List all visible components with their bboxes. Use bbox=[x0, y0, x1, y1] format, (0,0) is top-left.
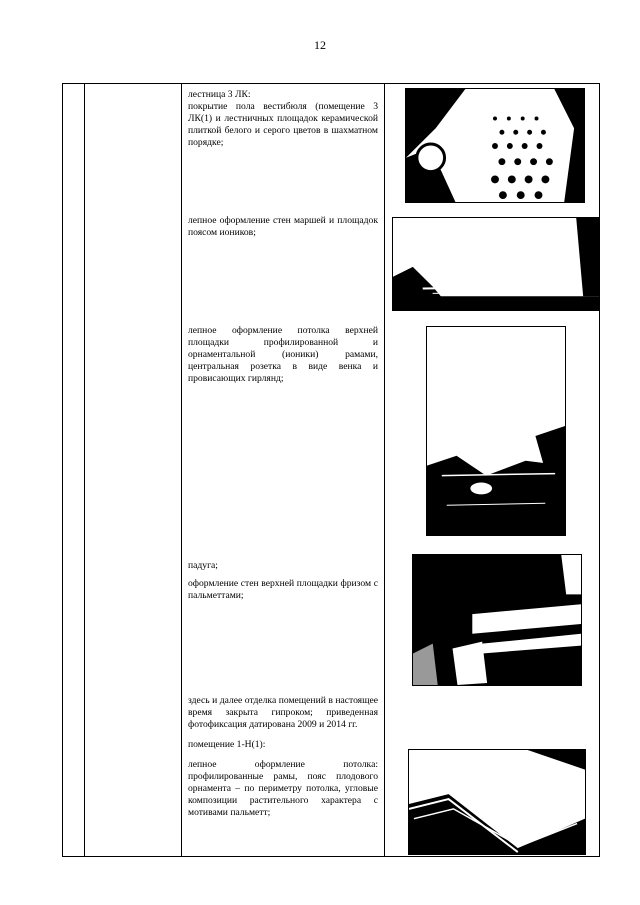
photo-checkered-floor bbox=[405, 88, 585, 203]
row-text-2 bbox=[188, 215, 378, 239]
text-line: лестница 3 ЛК: bbox=[188, 89, 251, 100]
photo-palmette-frieze bbox=[412, 554, 582, 686]
column-divider bbox=[84, 84, 85, 856]
text-line: лепное оформление потолка: профилированные рамы, пояс плодового орнамента – по периметру потолка, угловые композиции растительного характера с мотивами пальметт; bbox=[188, 759, 378, 818]
row-text-4 bbox=[188, 560, 378, 602]
row-text-5 bbox=[188, 695, 378, 819]
row-text-3 bbox=[188, 325, 378, 385]
photo-wall-molding bbox=[392, 217, 600, 311]
text-line: помещение 1-Н(1): bbox=[188, 739, 266, 750]
column-divider bbox=[181, 84, 182, 856]
row-text-1 bbox=[188, 89, 378, 149]
text-line: здесь и далее отделка помещений в настоящее время закрыта гипроком; приведенная фотофиксация датирована 2009 и 2014 гг. bbox=[188, 695, 378, 730]
text-line: оформление стен верхней площадки фризом с пальметтами; bbox=[188, 578, 378, 601]
photo-ceiling-frames bbox=[408, 749, 586, 855]
text-line: лепное оформление потолка верхней площадки профилированной и орнаментальной (ионики) рамами, центральная розетка в виде венка и провисающих гирлянд; bbox=[188, 325, 378, 384]
description-table bbox=[62, 83, 600, 857]
text-line: покрытие пола вестибюля (помещение 3 ЛК(1) и лестничных площадок керамической плиткой белого и серого цветов в шахматном порядке; bbox=[188, 101, 378, 148]
column-divider bbox=[384, 84, 385, 856]
page-number: 12 bbox=[314, 38, 326, 52]
photo-ceiling-rosette bbox=[426, 326, 566, 536]
text-line: падуга; bbox=[188, 560, 218, 571]
text-line: лепное оформление стен маршей и площадок поясом иоников; bbox=[188, 215, 378, 238]
